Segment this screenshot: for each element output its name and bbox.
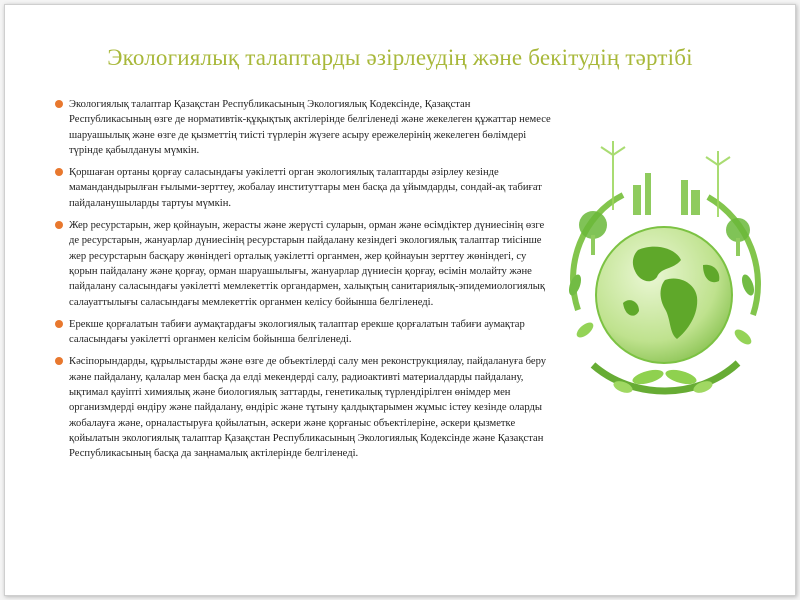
bullet-text: Кәсіпорындарды, құрылыстарды және өзге де объектілерді салу мен реконструкциялау, пайдалануға беру және пайдалану, қалалар мен басқа да елді мекендерді салу, радиоактивті материалдарды пайдалану, ықтимал қауіпті химиялық және биологиялық заттарды, генетикалық түрлендірілген өнімдер мен организмдерді өндіру және пайдалану, өндіріс және тұтыну қалдықтарымен жұмыс істеу кезінде оларды жобалауға және, орналастыруға қойылатын, әскери және қорғаныс объектілеріне, әскери қызметке қойылатын экологиялық талаптар Қазақстан Республикасының Экологиялық Кодексінде және Қазақстан Республикасының басқа да заңнамалық актілерінде белгіленеді. — [69, 356, 547, 460]
bullet-dot-icon — [55, 221, 63, 229]
slide — [4, 4, 796, 596]
bullet-dot-icon — [55, 168, 63, 176]
bullet-dot-icon — [55, 100, 63, 108]
bullet-text: Жер ресурстарын, жер қойнауын, жерасты және жерүсті суларын, орман және өсімдіктер дүниесінің өзге де ресурстарын, жануарлар дүниесінің ресурстарын пайдалану кезіндегі экологиялық талаптар тиісінше жер ресурстарын басқару жөніндегі орталық уәкілетті органмен, жер қойнауын зерттеу жөніндегі, су қорын пайдалану және қорғау, орман шаруашылығы, жануарлар дүниесін қорғау, өсімін молайту және пайдалану саласындағы уәкілетті мемлекеттік органдармен, халықтың санитариялық-эпидемиологиялық салауаттылығы саласындағы мемлекеттік органмен келісу бойынша белгіленеді. — [69, 220, 546, 308]
bullet-dot-icon — [55, 320, 63, 328]
base-leaves — [631, 367, 698, 387]
bullet-text: Қоршаған ортаны қорғау саласындағы уәкілетті орган экологиялық талаптарды әзірлеу кезінде мамандандырылған ғылыми-зерттеу, жобалау институттары мен басқа да ұйымдарды, сондай-ақ табиғат пайдаланушыларды тартуы мүмкін. — [69, 167, 542, 209]
bullet-item — [55, 97, 553, 158]
slide-title: Экологиялық талаптарды әзірлеудің және бекітудің тәртібі — [107, 45, 693, 70]
green-earth-illustration-icon — [553, 125, 775, 425]
bullet-item — [55, 354, 553, 461]
bullet-item — [55, 165, 553, 211]
bullet-item — [55, 218, 553, 310]
bullet-dot-icon — [55, 357, 63, 365]
bullet-item — [55, 317, 553, 348]
bullet-list — [55, 97, 553, 469]
bullet-text: Экологиялық талаптар Қазақстан Республикасының Экологиялық Кодексінде, Қазақстан Республикасының өзге де нормативтік-құқықтық актілерінде белгіленеді және жекелеген құжаттар немесе шаруашылық және өзге де қызметтің тиісті түрлерін жүзеге асыру ережелерінің жекелеген бөлімдері түрінде қабылдануы мүмкін. — [69, 99, 551, 156]
bullet-text: Ерекше қорғалатын табиғи аумақтардағы экологиялық талаптар ерекше қорғалатын табиғи аумақтар саласындағы уәкілетті органмен келісім бойынша белгіленеді. — [69, 318, 525, 346]
